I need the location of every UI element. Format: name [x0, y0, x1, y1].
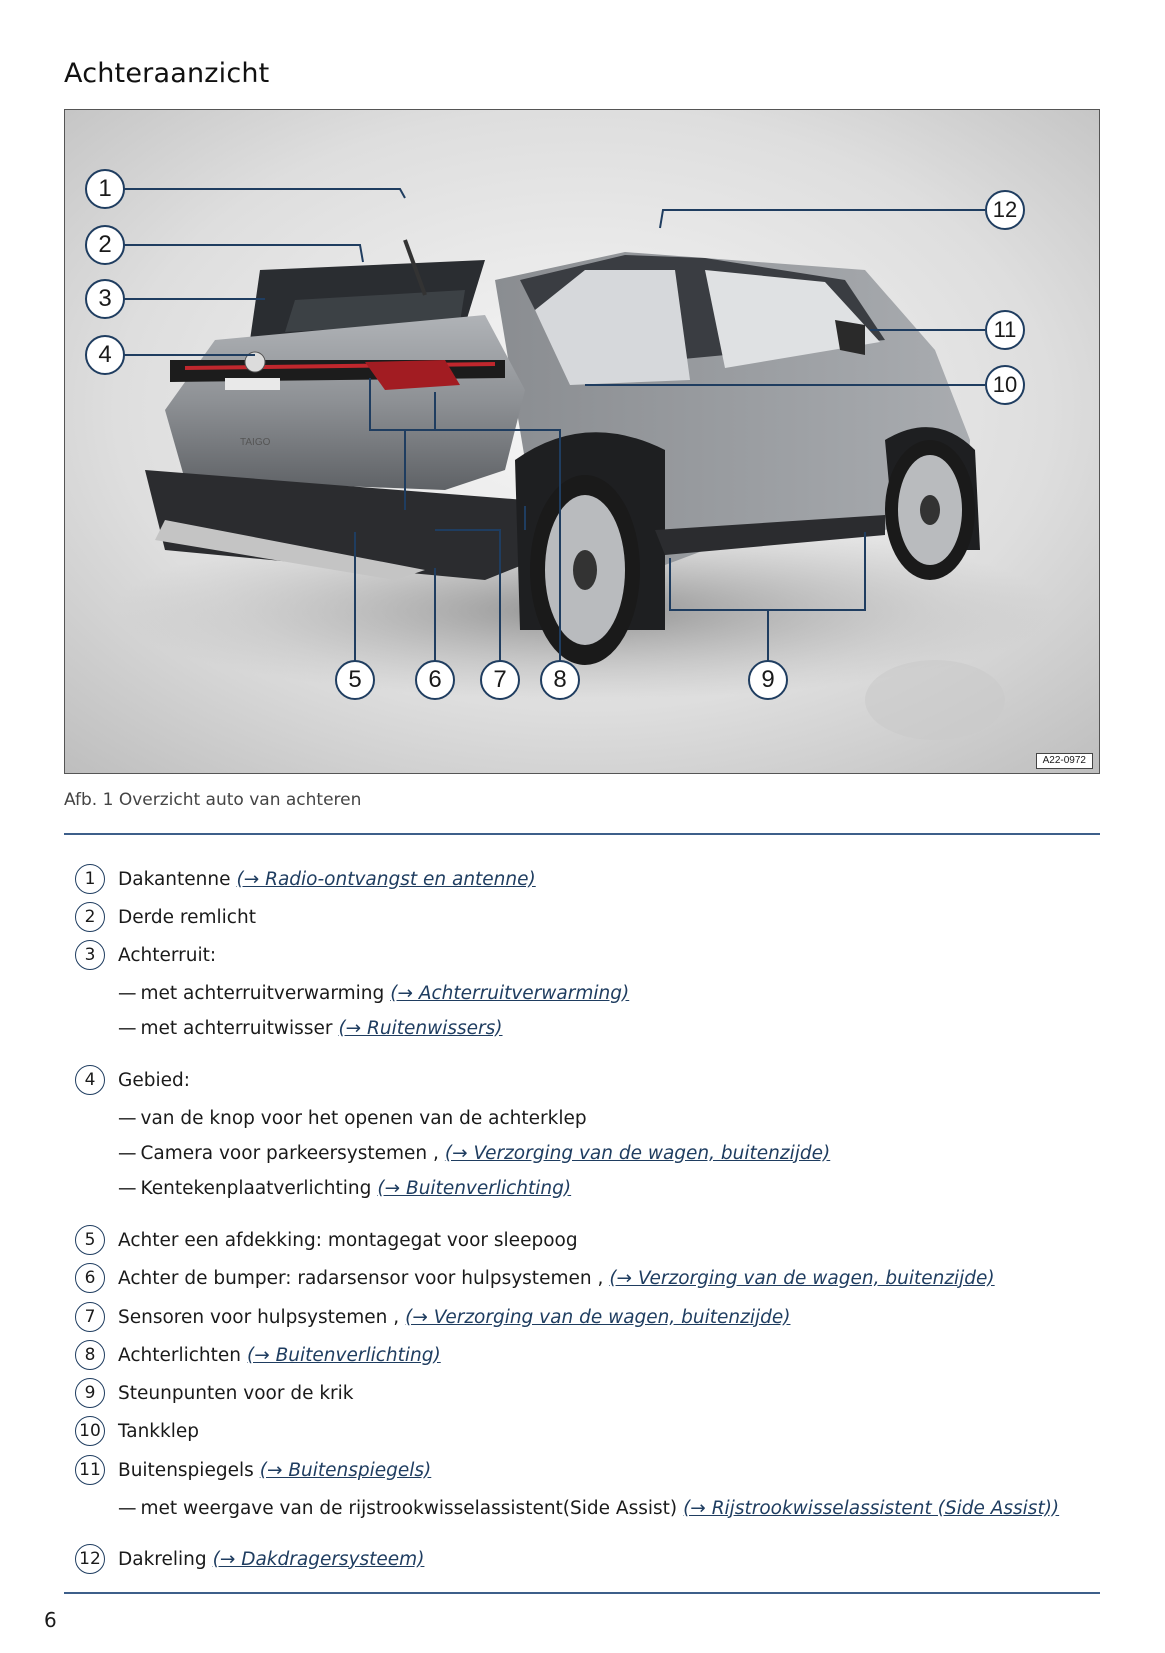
sub-item-reference-link[interactable]: (→ Ruitenwissers): [338, 1017, 503, 1039]
item-number-badge: 2: [75, 902, 105, 932]
callout-2: 2: [85, 225, 125, 265]
callout-11: 11: [985, 310, 1025, 350]
item-label: Achterruit:: [118, 944, 217, 966]
page-number: 6: [44, 1608, 57, 1632]
item-label: Achter de bumper: radarsensor voor hulpsystemen ,: [118, 1267, 604, 1289]
item-number-badge: 1: [75, 864, 105, 894]
item-reference-link[interactable]: (→ Verzorging van de wagen, buitenzijde): [609, 1267, 995, 1289]
item-label: Achter een afdekking: montagegat voor sleepoog: [118, 1229, 578, 1251]
sub-item: [118, 980, 629, 1006]
figure-caption: Afb. 1 Overzicht auto van achteren: [64, 790, 362, 810]
divider-top: [64, 833, 1100, 835]
sub-item-label: Kentekenplaatverlichting: [140, 1177, 372, 1199]
list-item-9: [75, 1378, 354, 1408]
callout-7: 7: [480, 660, 520, 700]
item-number-badge: 10: [75, 1416, 105, 1446]
sub-item-reference-link[interactable]: (→ Verzorging van de wagen, buitenzijde): [444, 1142, 831, 1164]
sub-item: [118, 1105, 587, 1131]
item-reference-link[interactable]: (→ Buitenverlichting): [247, 1344, 441, 1366]
list-item-6: [75, 1263, 995, 1293]
sub-item: [118, 1495, 1059, 1521]
item-number-badge: 11: [75, 1455, 105, 1485]
dash-bullet: —: [118, 1497, 137, 1519]
figure-id: A22-0972: [1036, 753, 1093, 769]
sub-item-label: van de knop voor het openen van de achterklep: [140, 1107, 587, 1129]
sub-item-label: met weergave van de rijstrookwisselassistent(Side Assist): [140, 1497, 678, 1519]
dash-bullet: —: [118, 1142, 137, 1164]
list-item-3: [75, 940, 216, 970]
item-number-badge: 12: [75, 1544, 105, 1574]
item-reference-link[interactable]: (→ Radio-ontvangst en antenne): [236, 868, 536, 890]
sub-item: [118, 1015, 503, 1041]
callout-9: 9: [748, 660, 788, 700]
callout-5: 5: [335, 660, 375, 700]
item-number-badge: 7: [75, 1302, 105, 1332]
sub-item-reference-link[interactable]: (→ Buitenverlichting): [377, 1177, 572, 1199]
item-label: Tankklep: [118, 1420, 199, 1442]
item-label: Derde remlicht: [118, 906, 256, 928]
item-reference-link[interactable]: (→ Buitenspiegels): [259, 1459, 432, 1481]
item-number-badge: 9: [75, 1378, 105, 1408]
item-label: Gebied:: [118, 1069, 190, 1091]
sub-item-reference-link[interactable]: (→ Achterruitverwarming): [390, 982, 630, 1004]
sub-item-label: met achterruitverwarming: [140, 982, 385, 1004]
item-number-badge: 6: [75, 1263, 105, 1293]
dash-bullet: —: [118, 982, 137, 1004]
item-label: Buitenspiegels: [118, 1459, 254, 1481]
item-number-badge: 4: [75, 1065, 105, 1095]
callout-1: 1: [85, 169, 125, 209]
callout-12: 12: [985, 190, 1025, 230]
item-label: Dakreling: [118, 1548, 207, 1570]
dash-bullet: —: [118, 1017, 137, 1039]
sub-item-label: met achterruitwisser: [140, 1017, 333, 1039]
list-item-2: [75, 902, 256, 932]
divider-bottom: [64, 1592, 1100, 1594]
item-number-badge: 3: [75, 940, 105, 970]
page-title: Achteraanzicht: [64, 58, 270, 89]
callout-8: 8: [540, 660, 580, 700]
dash-bullet: —: [118, 1177, 137, 1199]
car-illustration: [65, 110, 1100, 774]
item-reference-link[interactable]: (→ Dakdragersysteem): [212, 1548, 425, 1570]
list-item-12: [75, 1544, 424, 1574]
callout-3: 3: [85, 279, 125, 319]
item-label: Dakantenne: [118, 868, 231, 890]
sub-item: [118, 1140, 830, 1166]
list-item-1: [75, 864, 536, 894]
item-number-badge: 5: [75, 1225, 105, 1255]
sub-item: [118, 1175, 571, 1201]
callout-10: 10: [985, 365, 1025, 405]
sub-item-label: Camera voor parkeersystemen ,: [140, 1142, 439, 1164]
car-rear-view-figure: [64, 109, 1100, 774]
item-number-badge: 8: [75, 1340, 105, 1370]
callout-4: 4: [85, 335, 125, 375]
item-label: Achterlichten: [118, 1344, 242, 1366]
list-item-5: [75, 1225, 578, 1255]
callout-6: 6: [415, 660, 455, 700]
list-item-4: [75, 1065, 190, 1095]
list-item-8: [75, 1340, 441, 1370]
dash-bullet: —: [118, 1107, 137, 1129]
item-label: Sensoren voor hulpsystemen ,: [118, 1306, 400, 1328]
list-item-11: [75, 1455, 431, 1485]
list-item-7: [75, 1302, 790, 1332]
list-item-10: [75, 1416, 199, 1446]
item-label: Steunpunten voor de krik: [118, 1382, 354, 1404]
item-reference-link[interactable]: (→ Verzorging van de wagen, buitenzijde): [405, 1306, 791, 1328]
car-model-badge: TAIGO: [240, 437, 271, 448]
sub-item-reference-link[interactable]: (→ Rijstrookwisselassistent (Side Assist)): [683, 1497, 1060, 1519]
